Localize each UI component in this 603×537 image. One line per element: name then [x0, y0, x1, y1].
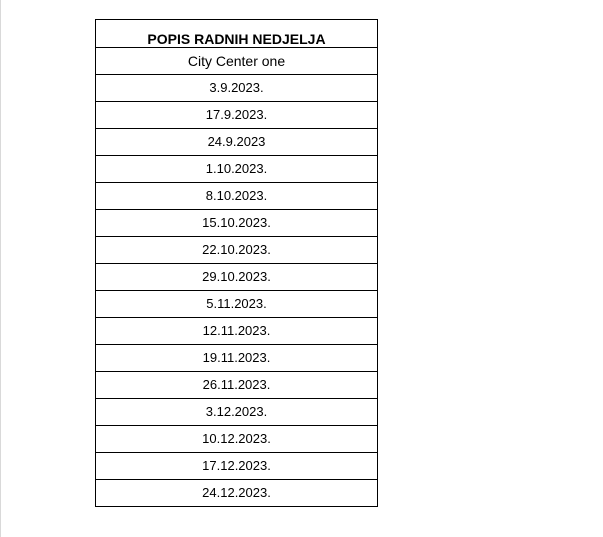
location-row: [96, 48, 378, 75]
table-row: [96, 183, 378, 210]
date-cell: 19.11.2023.: [96, 345, 378, 372]
table-row: [96, 291, 378, 318]
title-row: [96, 20, 378, 48]
table-row: [96, 399, 378, 426]
date-cell: 10.12.2023.: [96, 426, 378, 453]
date-cell: 24.9.2023: [96, 129, 378, 156]
date-cell: 26.11.2023.: [96, 372, 378, 399]
table-row: [96, 237, 378, 264]
table-row: [96, 129, 378, 156]
location-name: City Center one: [96, 48, 378, 75]
date-cell: 22.10.2023.: [96, 237, 378, 264]
table-row: [96, 156, 378, 183]
date-cell: 5.11.2023.: [96, 291, 378, 318]
date-cell: 15.10.2023.: [96, 210, 378, 237]
table-row: [96, 210, 378, 237]
date-cell: 3.9.2023.: [96, 75, 378, 102]
page-left-border: [0, 0, 1, 537]
table-row: [96, 102, 378, 129]
table-title: POPIS RADNIH NEDJELJA: [96, 20, 378, 48]
date-cell: 3.12.2023.: [96, 399, 378, 426]
date-cell: 17.9.2023.: [96, 102, 378, 129]
working-sundays-table: [95, 19, 378, 507]
table-row: [96, 75, 378, 102]
table-row: [96, 480, 378, 507]
table-row: [96, 426, 378, 453]
date-cell: 8.10.2023.: [96, 183, 378, 210]
date-cell: 17.12.2023.: [96, 453, 378, 480]
date-cell: 12.11.2023.: [96, 318, 378, 345]
table-row: [96, 453, 378, 480]
table-body: [96, 20, 378, 507]
table-row: [96, 372, 378, 399]
table-row: [96, 345, 378, 372]
date-cell: 1.10.2023.: [96, 156, 378, 183]
date-cell: 24.12.2023.: [96, 480, 378, 507]
table-row: [96, 264, 378, 291]
date-cell: 29.10.2023.: [96, 264, 378, 291]
table-row: [96, 318, 378, 345]
